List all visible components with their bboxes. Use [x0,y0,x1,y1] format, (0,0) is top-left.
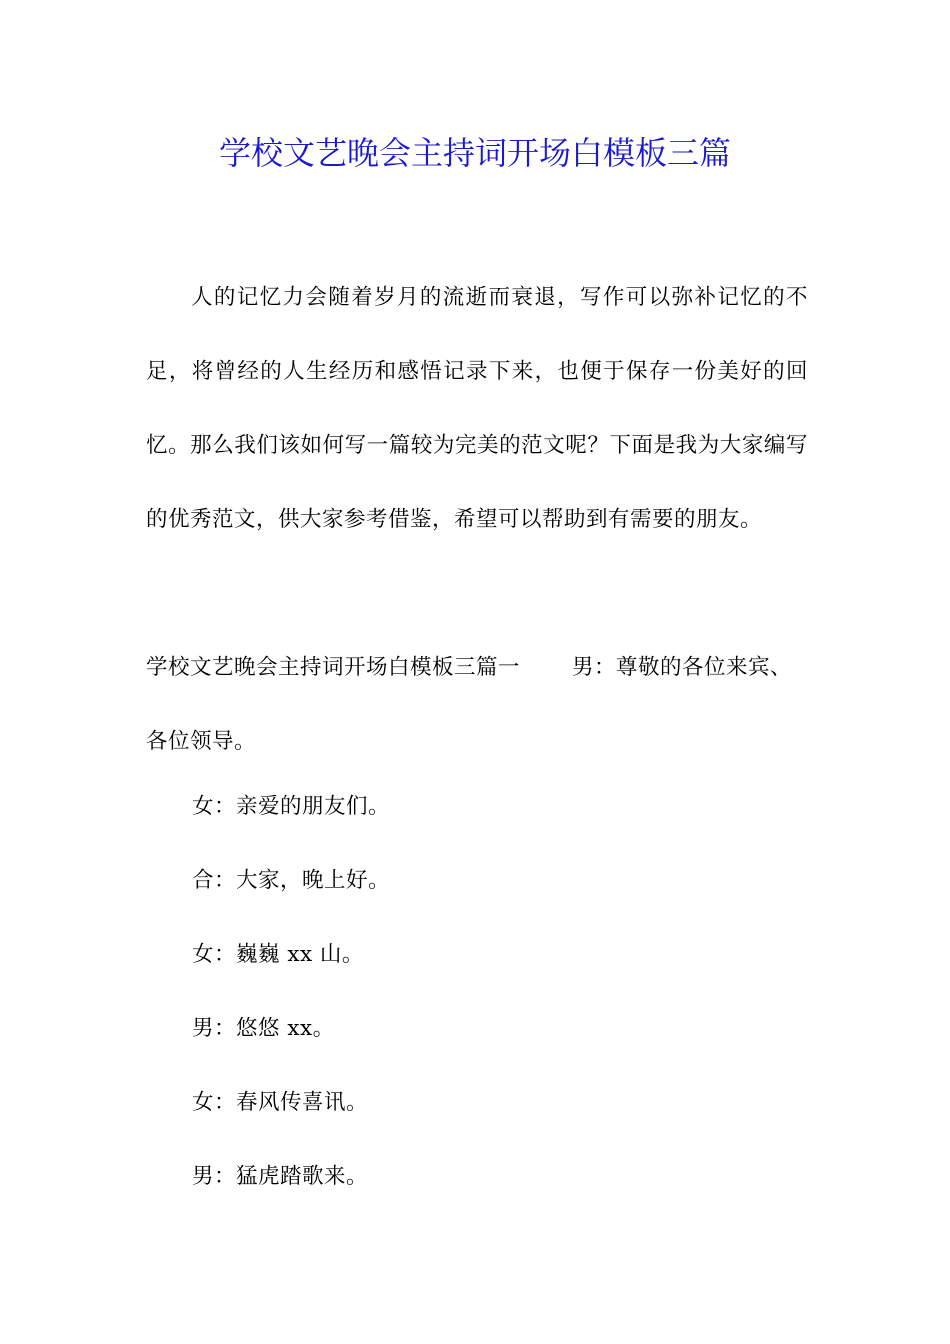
document-title: 学校文艺晚会主持词开场白模板三篇 [218,134,731,172]
dialogue-line: 合：大家，晚上好。 [192,868,391,893]
dialogue-line: 男：悠悠 xx。 [192,1016,335,1041]
dialogue-line: 女：亲爱的朋友们。 [192,794,391,819]
dialogue-line: 女：巍巍 xx 山。 [192,942,364,967]
dialogue-line: 男：猛虎踏歌来。 [192,1164,369,1189]
section-heading: 学校文艺晚会主持词开场白模板三篇一 [146,655,521,680]
section-paragraph [146,631,808,779]
dialogue-line: 女：春风传喜讯。 [192,1090,369,1115]
dialogue-line-first: 男：尊敬的各位来宾、各位领导。 [146,655,793,754]
intro-paragraph: 人的记忆力会随着岁月的流逝而衰退，写作可以弥补记忆的不足，将曾经的人生经历和感悟记录下来，也便于保存一份美好的回忆。那么我们该如何写一篇较为完美的范文呢？下面是我为大家编写的优秀范文，供大家参考借鉴，希望可以帮助到有需要的朋友。 [146,285,808,532]
